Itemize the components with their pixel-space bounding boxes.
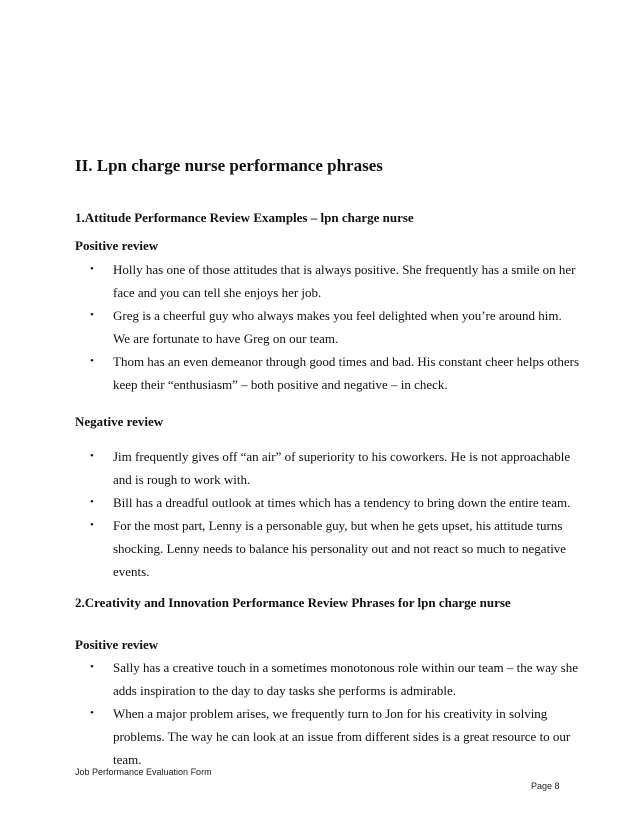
list-item (90, 350, 580, 396)
creativity-positive-list (90, 656, 580, 771)
list-item (90, 258, 580, 304)
list-item-text: For the most part, Lenny is a personable guy, but when he gets upset, his attitude turns shocking. Lenny needs to balance his personality out and not react so much to negative events. (113, 518, 567, 579)
list-item-text: Thom has an even demeanor through good times and bad. His constant cheer helps others keep their “enthusiasm” – both positive and negative – in check. (113, 354, 580, 392)
positive-review-label: Positive review (75, 238, 159, 253)
list-item-text: Greg is a cheerful guy who always makes you feel delighted when you’re around him. We are fortunate to have Greg on our team. (113, 308, 562, 346)
negative-review-label: Negative review (75, 414, 164, 429)
bullet-icon: • (90, 263, 94, 275)
bullet-icon: • (90, 661, 94, 673)
list-item (90, 702, 580, 771)
attitude-positive-list (90, 258, 580, 396)
bullet-icon: • (90, 355, 94, 367)
list-item-text: Jim frequently gives off “an air” of superiority to his coworkers. He is not approachable and is rough to work with. (113, 449, 571, 487)
bullet-icon: • (90, 496, 94, 508)
bullet-icon: • (90, 519, 94, 531)
list-item (90, 656, 580, 702)
attitude-negative-list (90, 445, 580, 583)
list-item-text: Holly has one of those attitudes that is always positive. She frequently has a smile on her face and you can tell she enjoys her job. (113, 262, 576, 300)
footer-form-name: Job Performance Evaluation Form (75, 767, 212, 777)
bullet-icon: • (90, 450, 94, 462)
page-title: II. Lpn charge nurse performance phrases (75, 156, 383, 175)
positive-review-label: Positive review (75, 637, 159, 652)
section-heading-attitude: 1.Attitude Performance Review Examples – lpn charge nurse (75, 210, 414, 225)
section-heading-creativity: 2.Creativity and Innovation Performance Review Phrases for lpn charge nurse (75, 595, 511, 610)
list-item (90, 445, 580, 491)
list-item (90, 514, 580, 583)
list-item-text: Sally has a creative touch in a sometimes monotonous role within our team – the way she adds inspiration to the day to day tasks she performs is admirable. (113, 660, 579, 698)
bullet-icon: • (90, 309, 94, 321)
footer-page-number: Page 8 (531, 781, 560, 791)
list-item (90, 491, 580, 514)
bullet-icon: • (90, 707, 94, 719)
list-item (90, 304, 580, 350)
list-item-text: When a major problem arises, we frequently turn to Jon for his creativity in solving problems. The way he can look at an issue from different sides is a great resource to our team. (113, 706, 571, 767)
list-item-text: Bill has a dreadful outlook at times which has a tendency to bring down the entire team. (113, 495, 571, 510)
